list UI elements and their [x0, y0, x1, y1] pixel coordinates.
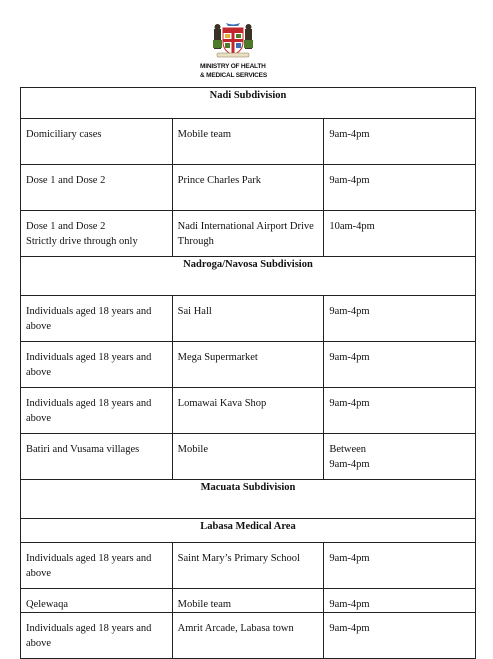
- time-cell: 9am-4pm: [324, 165, 476, 211]
- eligibility-cell: Domiciliary cases: [21, 119, 173, 165]
- eligibility-cell: Individuals aged 18 years and above: [21, 543, 173, 589]
- table-row: [21, 119, 476, 165]
- location-cell: Sai Hall: [172, 296, 324, 342]
- time-cell: 9am-4pm: [324, 388, 476, 434]
- time-cell: 9am-4pm: [324, 589, 476, 613]
- eligibility-cell: Qelewaqa: [21, 589, 173, 613]
- eligibility-cell: Individuals aged 18 years and above: [21, 613, 173, 659]
- eligibility-cell: Individuals aged 18 years and above: [21, 342, 173, 388]
- location-cell: Nadi International Airport Drive Through: [172, 211, 324, 257]
- table-row: [21, 388, 476, 434]
- time-cell: 9am-4pm: [324, 296, 476, 342]
- table-row: [21, 342, 476, 388]
- section-title: Macuata Subdivision: [21, 480, 476, 519]
- ministry-line-1: MINISTRY OF HEALTH: [200, 63, 266, 70]
- vaccination-schedule-table: [20, 87, 476, 659]
- eligibility-cell: Individuals aged 18 years and above: [21, 388, 173, 434]
- eligibility-cell: Individuals aged 18 years and above: [21, 296, 173, 342]
- location-cell: Mobile: [172, 434, 324, 480]
- location-cell: Amrit Arcade, Labasa town: [172, 613, 324, 659]
- time-cell: Between 9am-4pm: [324, 434, 476, 480]
- section-row: [21, 480, 476, 519]
- location-cell: Mobile team: [172, 589, 324, 613]
- ministry-line-2: & MEDICAL SERVICES: [200, 72, 267, 79]
- document-header: [0, 0, 493, 79]
- section-row: [21, 88, 476, 119]
- table-row: [21, 165, 476, 211]
- table-row: [21, 434, 476, 480]
- time-cell: 10am-4pm: [324, 211, 476, 257]
- section-row: [21, 257, 476, 296]
- table-row: [21, 296, 476, 342]
- section-title: Nadroga/Navosa Subdivision: [21, 257, 476, 296]
- table-row: [21, 211, 476, 257]
- table-row: [21, 543, 476, 589]
- eligibility-cell: Dose 1 and Dose 2 Strictly drive through only: [21, 211, 173, 257]
- section-title: Nadi Subdivision: [21, 88, 476, 119]
- location-cell: Lomawai Kava Shop: [172, 388, 324, 434]
- section-row: [21, 519, 476, 543]
- location-cell: Saint Mary’s Primary School: [172, 543, 324, 589]
- time-cell: 9am-4pm: [324, 342, 476, 388]
- eligibility-cell: Dose 1 and Dose 2: [21, 165, 173, 211]
- eligibility-cell: Batiri and Vusama villages: [21, 434, 173, 480]
- table-row: [21, 613, 476, 659]
- location-cell: Prince Charles Park: [172, 165, 324, 211]
- location-cell: Mobile team: [172, 119, 324, 165]
- time-cell: 9am-4pm: [324, 613, 476, 659]
- time-cell: 9am-4pm: [324, 543, 476, 589]
- section-title: Labasa Medical Area: [21, 519, 476, 543]
- table-row: [21, 589, 476, 613]
- ministry-name: [200, 62, 320, 80]
- location-cell: Mega Supermarket: [172, 342, 324, 388]
- coat-of-arms-icon: [211, 20, 255, 58]
- time-cell: 9am-4pm: [324, 119, 476, 165]
